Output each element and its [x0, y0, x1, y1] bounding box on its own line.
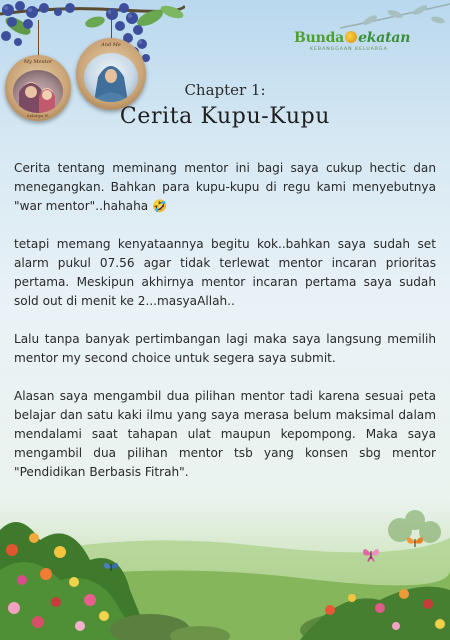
chapter-label: Chapter 1: — [184, 81, 266, 99]
logo-wordmark — [294, 30, 414, 46]
butterfly-icon — [103, 560, 119, 574]
paragraph: Alasan saya mengambil dua pilihan mentor tadi karena sesuai peta belajar dan satu kaki ilmu yang saya merasa belum maksimal dalam mendalami saat tahapan ulat maupun kepompong. Maka saya mengambil dua pilihan mentor tsb yang konsen sbg mentor "Pendidikan Berbasis Fitrah". — [14, 389, 436, 479]
mentor-name: Selatiya N. — [26, 113, 50, 118]
butterfly-icon — [406, 534, 424, 550]
me-frame-label: And Me — [101, 42, 121, 48]
paragraph: Cerita tentang meminang mentor ini bagi saya cukup hectic dan menegangkan. Bahkan para kupu-kupu di regu kami menyebutnya "war mentor"..hahaha 🤣 — [14, 161, 436, 213]
garden-scenery-decoration — [0, 490, 450, 640]
logo-word-end: ekatan — [358, 30, 411, 46]
me-photo — [84, 53, 138, 102]
frame-rope — [38, 20, 39, 56]
page-title: Cerita Kupu-Kupu — [119, 104, 331, 129]
logo-tagline: KEBANGGAAN KELUARGA — [310, 47, 388, 52]
logo-sun-icon — [345, 31, 357, 43]
logo-word-start: Bunda — [294, 30, 345, 46]
story-body — [14, 159, 436, 501]
mentor-photo — [13, 70, 63, 113]
paragraph: tetapi memang kenyataannya begitu kok..bahkan saya sudah set alarm pukul 07.56 agar tidak terlewat mentor incaran prioritas pertama. Meskipun akhirnya mentor incaran pertama saya sudah sold out di menit ke 2...masyaAllah.. — [14, 237, 436, 308]
mentor-frame-label: My Mentor — [23, 59, 53, 65]
butterfly-icon — [362, 545, 380, 563]
paragraph: Lalu tanpa banyak pertimbangan lagi maka saya langsung memilih mentor my second choice untuk segera saya submit. — [14, 332, 436, 365]
frame-rope — [111, 10, 112, 39]
me-photo-frame — [76, 38, 146, 110]
bunda-sekatan-logo — [294, 30, 414, 62]
